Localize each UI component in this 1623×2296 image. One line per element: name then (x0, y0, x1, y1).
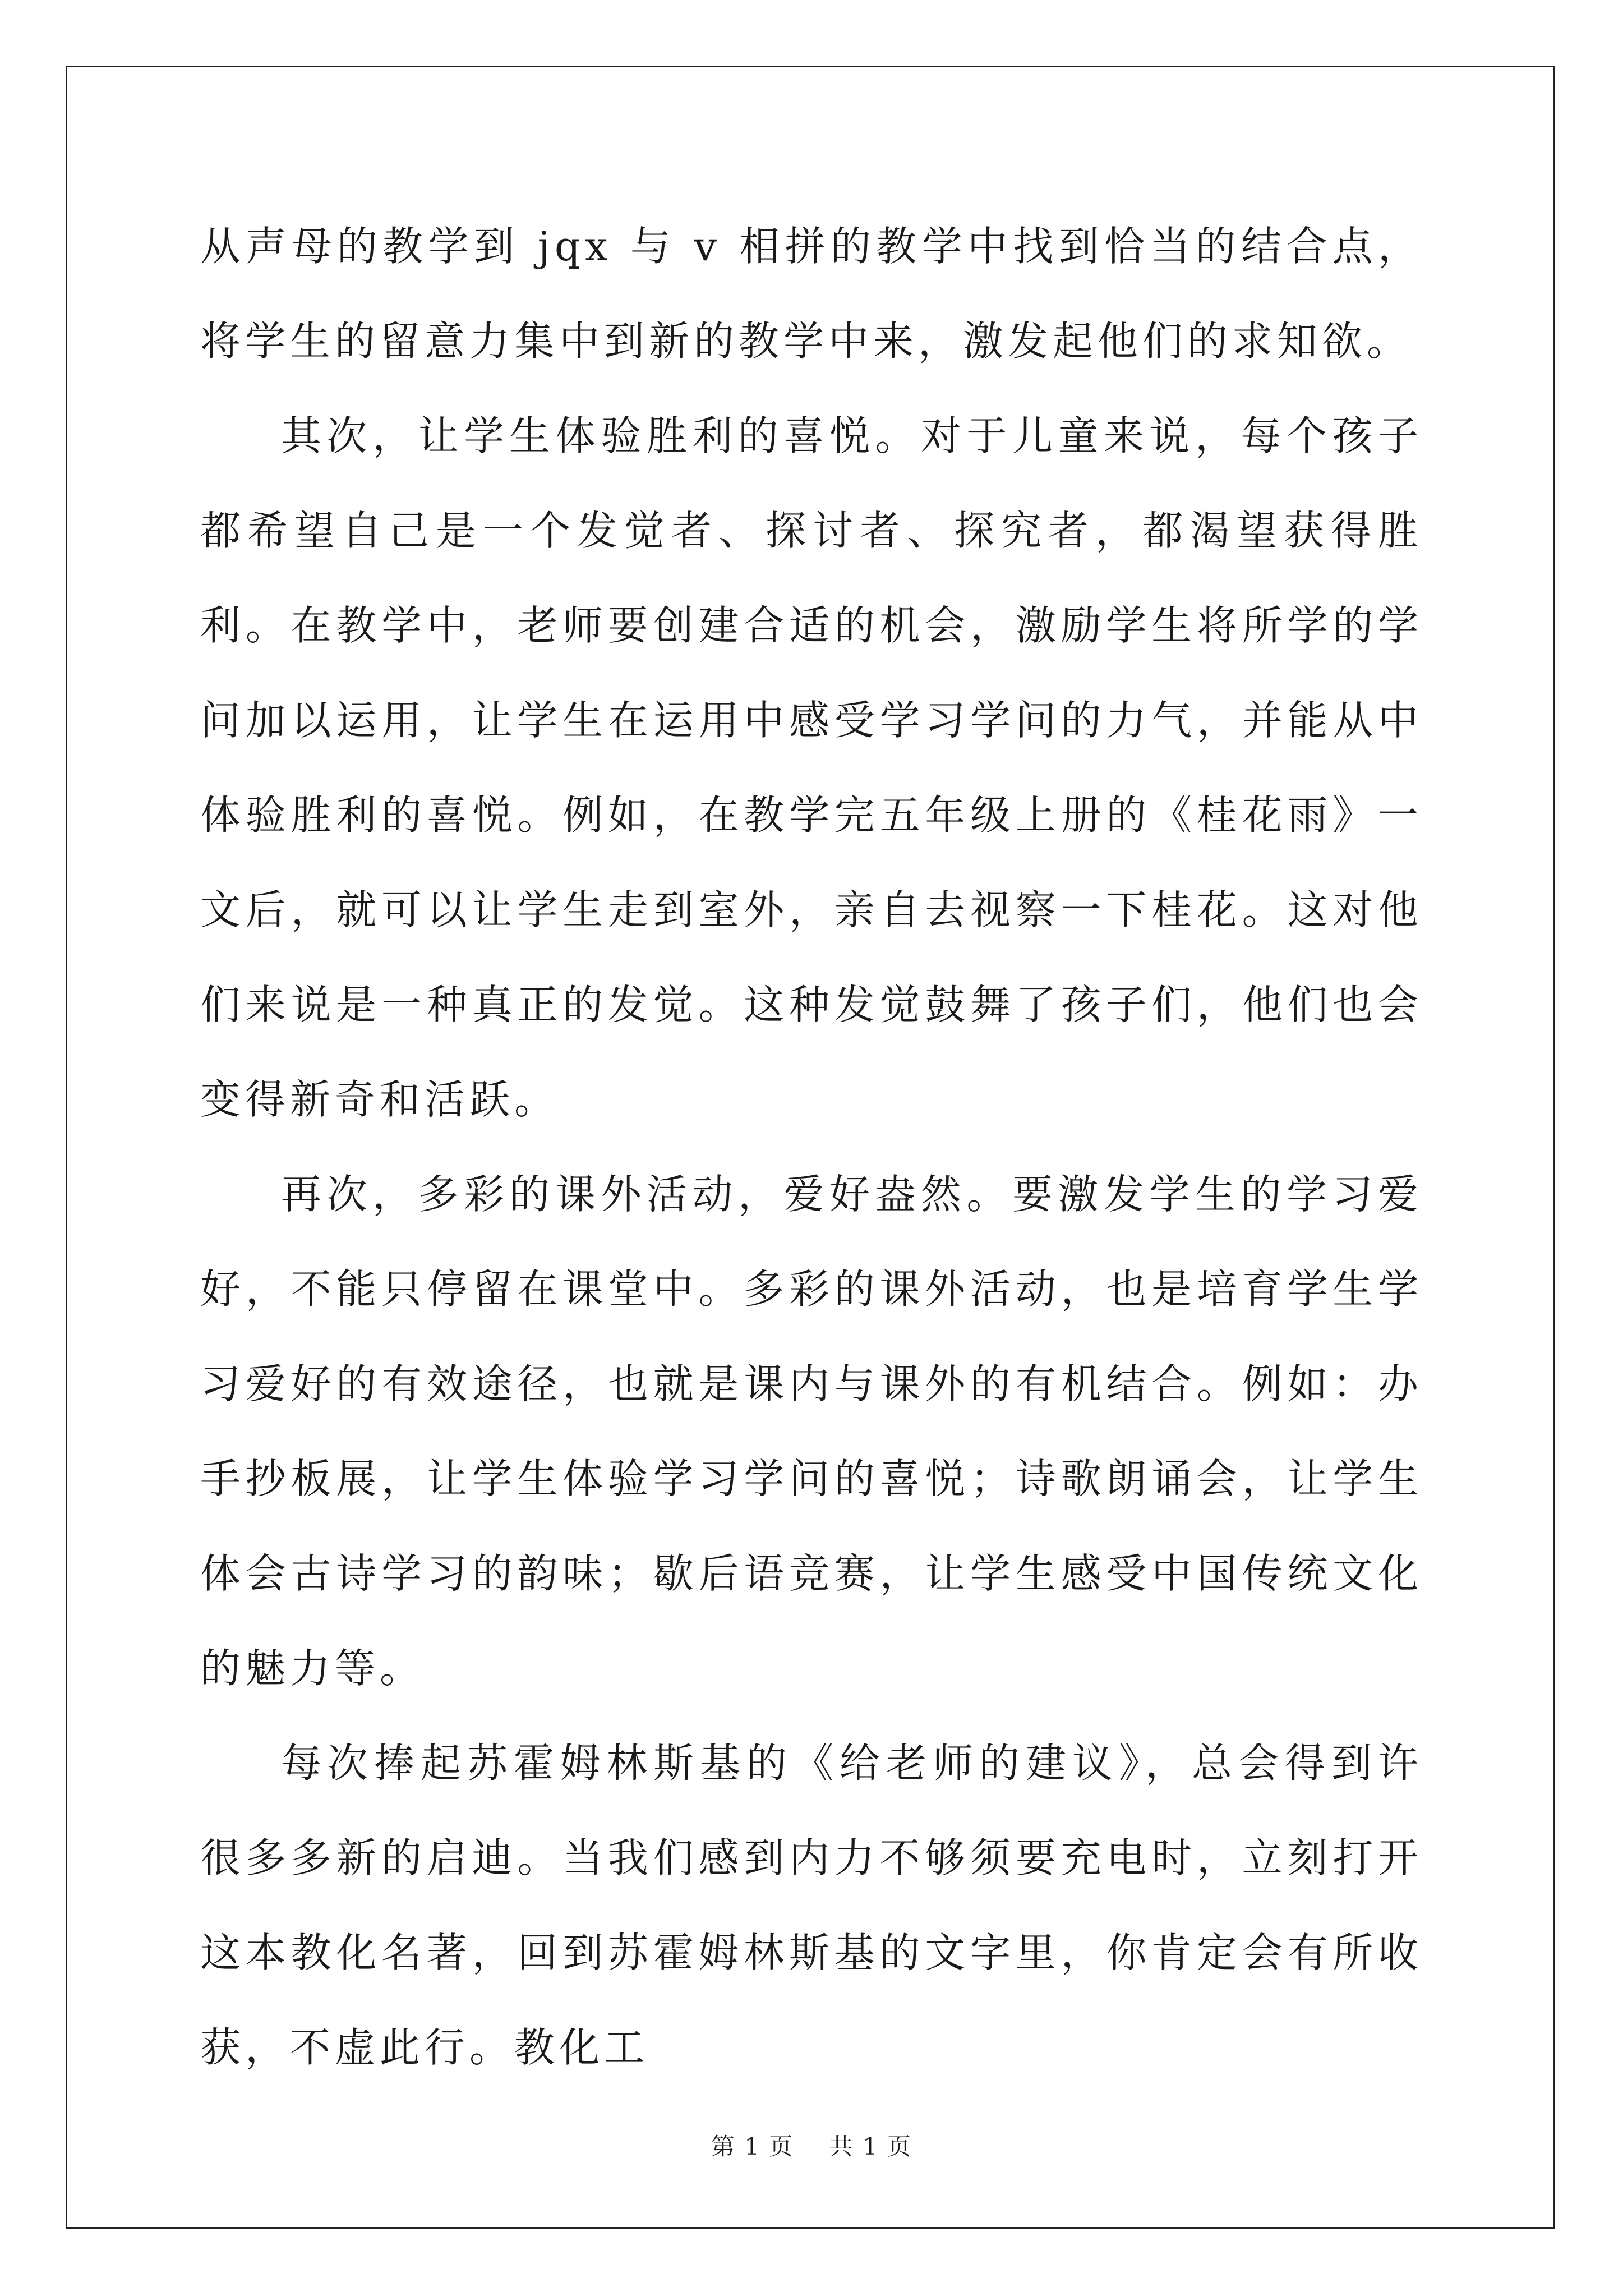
paragraph-4: 每次捧起苏霍姆林斯基的《给老师的建议》，总会得到许很多多新的启迪。当我们感到内力不够须要充电时，立刻打开这本教化名著，回到苏霍姆林斯基的文字里，你肯定会有所收获，不虚此行。教化工 (200, 1740, 1423, 2071)
paragraph-3: 再次，多彩的课外活动，爱好盎然。要激发学生的学习爱好，不能只停留在课堂中。多彩的课外活动，也是培育学生学习爱好的有效途径，也就是课内与课外的有机结合。例如：办手抄板展，让学生体验学习学问的喜悦；诗歌朗诵会，让学生体会古诗学习的韵味；歇后语竞赛，让学生感受中国传统文化的魅力等。 (200, 1171, 1423, 1692)
paragraph-1: 从声母的教学到 jqx 与 v 相拼的教学中找到恰当的结合点，将学生的留意力集中到新的教学中来，激发起他们的求知欲。 (200, 223, 1423, 365)
document-body (200, 199, 1423, 2095)
page-total: 共 1 页 (829, 2133, 912, 2160)
page-footer (0, 2130, 1623, 2164)
page-number: 第 1 页 (711, 2133, 794, 2160)
paragraph-2: 其次，让学生体验胜利的喜悦。对于儿童来说，每个孩子都希望自己是一个发觉者、探讨者、探究者，都渴望获得胜利。在教学中，老师要创建合适的机会，激励学生将所学的学问加以运用，让学生在运用中感受学习学问的力气，并能从中体验胜利的喜悦。例如，在教学完五年级上册的《桂花雨》一文后，就可以让学生走到室外，亲自去视察一下桂花。这对他们来说是一种真正的发觉。这种发觉鼓舞了孩子们，他们也会变得新奇和活跃。 (200, 412, 1423, 1123)
